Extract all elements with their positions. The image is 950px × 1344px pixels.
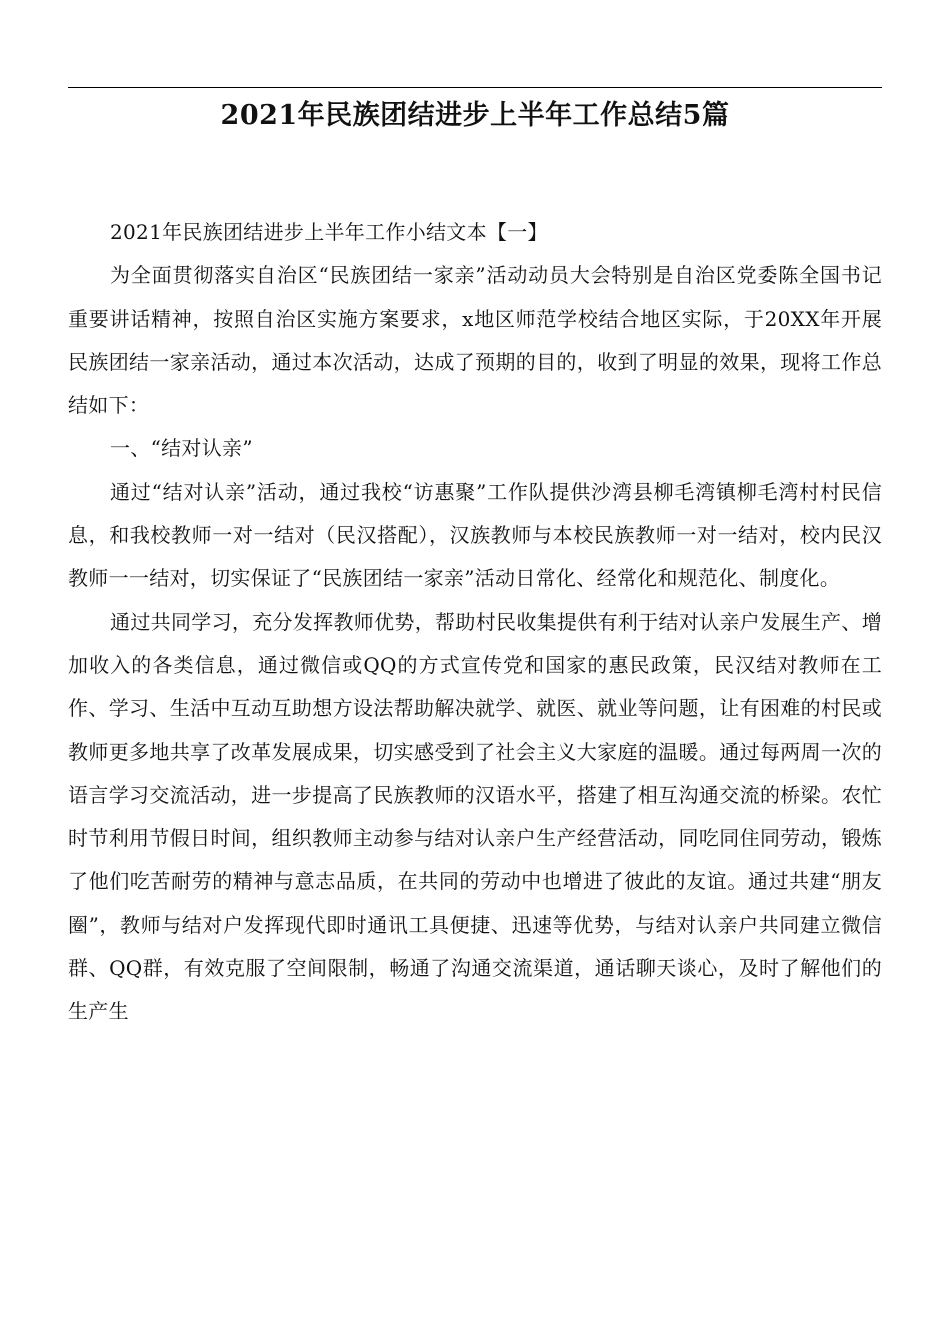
paragraph: 通过“结对认亲”活动，通过我校“访惠聚”工作队提供沙湾县柳毛湾镇柳毛湾村村民信息，和我校教师一对一结对（民汉搭配），汉族教师与本校民族教师一对一结对，校内民汉教师一一结对，切实保证了“民族团结一家亲”活动日常化、经常化和规范化、制度化。 xyxy=(68,479,882,591)
paragraph: 为全面贯彻落实自治区“民族团结一家亲”活动动员大会特别是自治区党委陈全国书记重要讲话精神，按照自治区实施方案要求，x地区师范学校结合地区实际，于20XX年开展民族团结一家亲活动，通过本次活动，达成了预期的目的，收到了明显的效果，现将工作总结如下： xyxy=(68,263,882,418)
subsection-heading: 一、“结对认亲” xyxy=(110,436,253,461)
header-rule xyxy=(68,87,882,88)
paragraph: 通过共同学习，充分发挥教师优势，帮助村民收集提供有利于结对认亲户发展生产、增加收入的各类信息，通过微信或QQ的方式宣传党和国家的惠民政策，民汉结对教师在工作、学习、生活中互动互助想方设法帮助解决就学、就医、就业等问题，让有困难的村民或教师更多地共享了改革发展成果，切实感受到了社会主义大家庭的温暖。通过每两周一次的语言学习交流活动，进一步提高了民族教师的汉语水平，搭建了相互沟通交流的桥梁。农忙时节利用节假日时间，组织教师主动参与结对认亲户生产经营活动，同吃同住同劳动，锻炼了他们吃苦耐劳的精神与意志品质，在共同的劳动中也增进了彼此的友谊。通过共建“朋友圈”，教师与结对户发挥现代即时通讯工具便捷、迅速等优势，与结对认亲户共同建立微信群、QQ群，有效克服了空间限制，畅通了沟通交流渠道，通话聊天谈心，及时了解他们的生产生 xyxy=(68,609,882,1024)
section-heading: 2021年民族团结进步上半年工作小结文本【一】 xyxy=(110,220,548,244)
document-title: 2021年民族团结进步上半年工作总结5篇 xyxy=(220,100,730,131)
document-body xyxy=(68,211,882,1034)
